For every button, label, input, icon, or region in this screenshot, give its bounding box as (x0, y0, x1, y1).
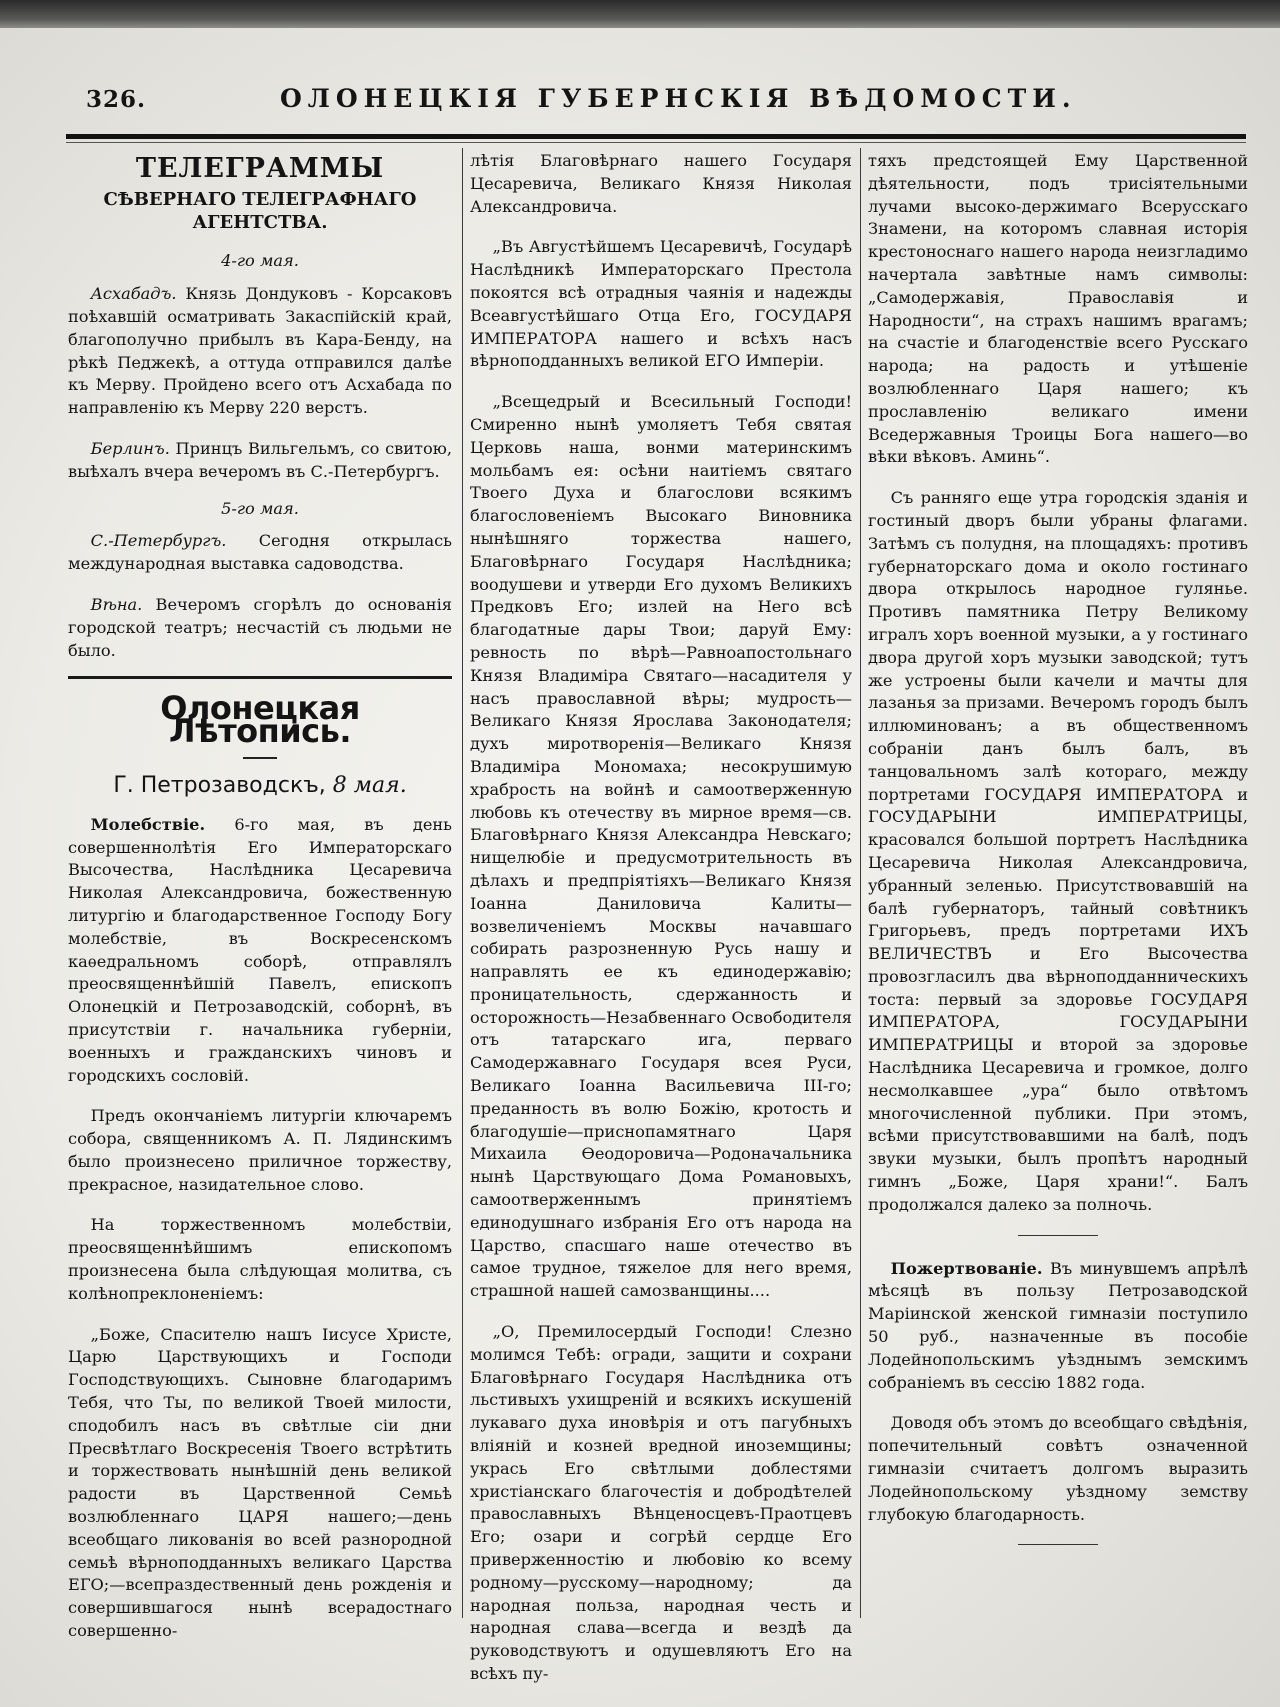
column-2 (470, 150, 852, 1690)
article-paragraph (68, 814, 452, 1088)
column-3 (868, 150, 1248, 1690)
page-number: 326. (86, 86, 147, 113)
prayer-paragraph: лѣтія Благовѣрнаго нашего Государя Цесаревича, Великаго Князя Николая Александровича. (470, 151, 852, 216)
dateline (68, 772, 452, 798)
telegram-text: Князь Дондуковъ - Корсаковъ поѣхавшій осматривать Закаспійскій край, благополучно прибылъ въ Кара-Бенду, на рѣкѣ Педжекѣ, а оттуда отправился далѣе къ Мерву. Пройдено всего отъ Асхабада по направленію къ Мерву 220 верстъ. (68, 284, 452, 418)
telegram-place: Берлинъ. (90, 438, 170, 458)
header-rule-thin (66, 142, 1246, 143)
donation-runin: Пожертвованіе. (890, 1258, 1043, 1278)
section-title: Олонецкая Лѣтопись. (160, 689, 360, 751)
telegram-item (68, 283, 452, 420)
telegram-text: Вечеромъ сгорѣлъ до основанія городской театръ; несчастій съ людьми не было. (68, 594, 452, 660)
telegram-item (68, 530, 452, 576)
article-paragraph: На торжественномъ молебствіи, преосвященнѣйшимъ епископомъ произнесена была слѣдующая молитва, съ колѣнопреклоненіемъ: (68, 1215, 452, 1303)
prayer-paragraph: тяхъ предстоящей Ему Царственной дѣятельности, подъ трисіятельными лучами высоко-держимаго Всерусскаго Знамени, на которомъ славная исторія крестоноснаго нашего народа неизгладимо начертала завѣтные намъ символы: „Самодержавія, Православія и Народности“, на страхъ нашимъ врагамъ; на счастіе и благоденствіе всего Русскаго народа; на радость и утѣшеніе возлюбленнаго Царя нашего; къ прославленію великаго имени Вседержавныя Троицы Бога нашего—во вѣки вѣковъ. Аминь“. (868, 151, 1248, 467)
telegram-text: Принцъ Вильгельмъ, со свитою, выѣхалъ вчера вечеромъ въ С.-Петербургъ. (68, 438, 452, 481)
article-text: 6-го мая, въ день совершеннолѣтія Его Императорскаго Высочества, Наслѣдника Цесаревича Николая Александровича, божественную литургію и благодарственное Господу Богу молебствіе, въ Воскресенскомъ каѳедральномъ соборѣ, отправлялъ преосвященнѣйшій Павелъ, епископъ Олонецкій и Петрозаводскій, соборнѣ, въ присутствіи г. начальника губерніи, военныхъ и гражданскихъ чиновъ и городскихъ сословій. (68, 814, 452, 1085)
date-line: 5-го мая. (221, 498, 299, 518)
telegram-item (68, 438, 452, 484)
telegram-text: Сегодня открылась международная выставка садоводства. (68, 531, 452, 574)
telegram-place: Вѣна. (90, 594, 143, 614)
prayer-paragraph: „О, Премилосердый Господи! Слезно молимся Тебѣ: огради, защити и сохрани Благовѣрнаго Государя Наслѣдника отъ льстивыхъ ухищреній и всякихъ искушеній лукаваго духа иновѣрія и отъ пагубныхъ вліяній и козней вредной иноземщины; укрась Его свѣтлыми доблестями христіанскаго благочестія и добродѣтелей православныхъ Вѣнценосцевъ-Праотцевъ Его; озари и согрѣй сердце Его приверженностію и любовію ко всему родному—русскому—народному; да народная польза, народная честь и народная слава—всегда и вездѣ да руководствуютъ и одушевляютъ Его на всѣхъ пу- (470, 1322, 852, 1683)
scan-top-border (0, 0, 1280, 28)
article-paragraph: Предъ окончаніемъ литургіи ключаремъ собора, священникомъ А. П. Лядинскимъ было произнесено приличное торжеству, прекрасное, назидательное слово. (68, 1106, 452, 1194)
prayer-paragraph: „Всещедрый и Всесильный Господи! Смиренно нынѣ умоляетъ Тебя святая Церковь наша, вонми материнскимъ мольбамъ ея: осѣни наитіемъ святаго Твоего Духа и благослови всякимъ благословеніемъ Высокаго Виновника нынѣшняго торжества нашего, Благовѣрнаго Государя Наслѣдника; воодушеви и утверди Его духомъ Великихъ Предковъ Его; излей на Него всѣ благодатные дары Твои; даруй Ему: ревность по вѣрѣ—Равноапостольнаго Князя Владиміра Святаго—насадителя у насъ православной вѣры; мудрость—Великаго Князя Ярослава Законодателя; духъ миротворенія—Великаго Князя Владиміра Мономаха; несокрушимую храбрость на войнѣ и самоотверженную любовь къ отечеству въ мирное время—св. Благовѣрнаго Князя Александра Невскаго; нищелюбіе и предусмотрительность въ дѣлахъ и предпріятіяхъ—Великаго Князя Іоанна Даниловича Калиты—возвеличеніемъ Москвы начавшаго собирать разрозненную Русь нашу и направлять ее къ единодержавію; проницательность, сдержанность и осторожность—Незабвеннаго Освободителя отъ татарскаго ига, перваго Самодержавнаго Государя всея Руси, Великаго Іоанна Васильевича III-го; преданность въ волю Божію, кротость и благодушіе—приснопамятнаго Царя Михаила Ѳеодоровича—Родоначальника нынѣ Царствующаго Дома Романовыхъ, самоотверженнымъ принятіемъ единодушнаго избранія Его отъ народа на Царство, спасшаго наше отечество въ самое трудное, тяжелое для него время, страшной нашей самозванщины.... (470, 392, 852, 1301)
donation-text: Въ минувшемъ апрѣлѣ мѣсяцѣ въ пользу Петрозаводской Маріинской женской гимназіи поступило 50 руб., назначенные въ пособіе Лодейнопольскимъ уѣзднымъ земскимъ собраніемъ въ сессію 1882 года. (868, 1258, 1248, 1392)
column-1 (68, 150, 452, 1690)
telegram-place: С.-Петербургъ. (90, 531, 227, 551)
donation-paragraph (868, 1258, 1248, 1395)
telegram-place: Асхабадъ. (90, 284, 177, 304)
column-separator (860, 148, 861, 1618)
column-separator (462, 148, 463, 1618)
article-runin: Молебствіе. (90, 814, 206, 834)
prayer-paragraph: „Въ Августѣйшемъ Цесаревичѣ, Государѣ Наслѣдникѣ Императорскаго Престола покоятся всѣ отрадныя чаянія и надежды Всеавгустѣйшаго Отца Его, ГОСУДАРЯ ИМПЕРАТОРА нашего и всѣхъ насъ вѣрноподданныхъ великой ЕГО Имперіи. (470, 237, 852, 371)
telegrams-heading: ТЕЛЕГРАММЫ (135, 153, 385, 184)
dateline-date: 8 мая. (332, 772, 407, 798)
separator-rule (1018, 1544, 1098, 1545)
running-head: ОЛОНЕЦКІЯ ГУБЕРНСКІЯ ВѢДОМОСТИ. (280, 84, 1077, 113)
date-line: 4-го мая. (221, 251, 299, 271)
telegram-item (68, 594, 452, 662)
title-dash (243, 757, 277, 759)
header-rule (66, 134, 1246, 139)
section-rule (68, 676, 452, 679)
dateline-place: Г. Петрозаводскъ, (113, 772, 326, 798)
telegrams-subheading: СѢВЕРНАГО ТЕЛЕГРАФНАГО АГЕНТСТВА. (103, 188, 417, 233)
donation-paragraph: Доводя объ этомъ до всеобщаго свѣдѣнія, попечительный совѣтъ означенной гимназіи считаетъ долгомъ выразить Лодейнопольскому уѣздному земству глубокую благодарность. (868, 1413, 1248, 1524)
article-paragraph: Съ ранняго еще утра городскія зданія и гостиный дворъ были убраны флагами. Затѣмъ съ полудня, на площадяхъ: противъ губернаторскаго дома и около гостинаго двора открылось народное гулянье. Противъ памятника Петру Великому игралъ хоръ военной музыки, а у гостинаго двора другой хоръ музыки заводской; тутъ же устроены были качели и мачты для лазанья за призами. Вечеромъ городъ былъ иллюминованъ; а въ общественномъ собраніи данъ былъ балъ, въ танцовальномъ залѣ котораго, между портретами ГОСУДАРЯ ИМПЕРАТОРА и ГОСУДАРЫНИ ИМПЕРАТРИЦЫ, красовался большой портретъ Наслѣдника Цесаревича Николая Александровича, убранный зеленью. Присутствовавшій на балѣ губернаторъ, тайный совѣтникъ Григорьевъ, предъ портретами ИХЪ ВЕЛИЧЕСТВЪ и Его Высочества провозгласилъ два вѣрноподданническихъ тоста: первый за здоровье ГОСУДАРЯ ИМПЕРАТОРА, ГОСУДАРЫНИ ИМПЕРАТРИЦЫ и второй за здоровье Наслѣдника Цесаревича и громкое, долго несмолкавшее „ура“ было отвѣтомъ многочисленной публики. При этомъ, всѣми присутствовавшими на балѣ, подъ звуки музыки, былъ пропѣтъ народный гимнъ „Боже, Царя храни!“. Балъ продолжался далеко за полночь. (868, 488, 1248, 1214)
separator-rule (1018, 1235, 1098, 1236)
prayer-paragraph: „Боже, Спасителю нашъ Іисусе Христе, Царю Царствующихъ и Господи Господствующихъ. Сыновне благодаримъ Тебя, что Ты, по великой Твоей милости, сподобилъ насъ въ свѣтлые сіи дни Пресвѣтлаго Воскресенія Твоего встрѣтить и торжествовать нынѣшній день великой радости въ Царственной Семьѣ возлюбленнаго ЦАРЯ нашего;—день всеобщаго ликованія во всей разнородной семьѣ вѣрноподданныхъ великаго Царства ЕГО;—всепраздественный день рожденія и совершившагося нынѣ всерадостнаго совершенно- (68, 1324, 452, 1641)
